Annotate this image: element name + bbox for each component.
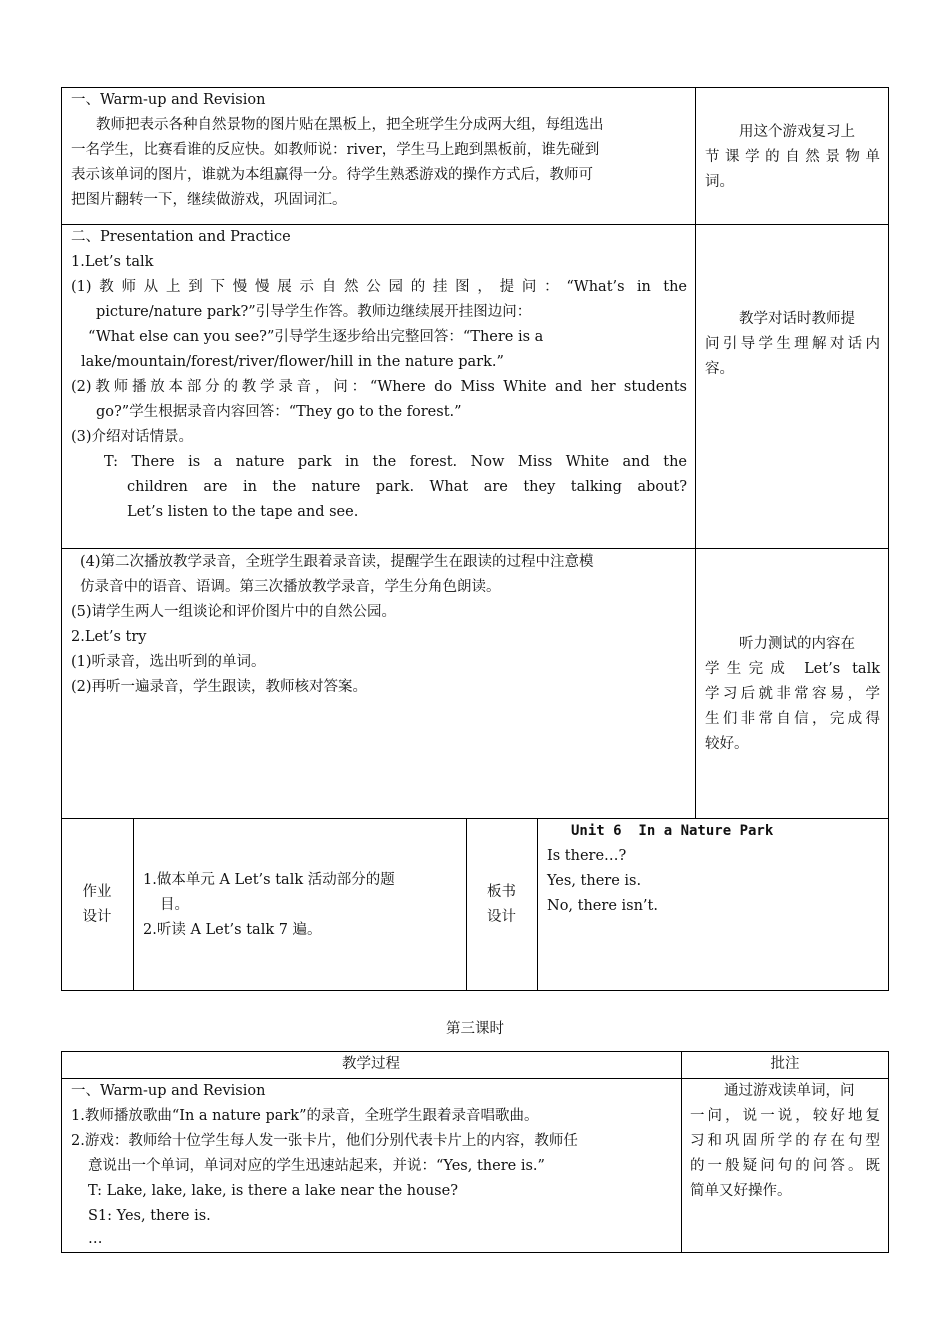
table2-line: 1.教师播放歌曲“In a nature park”的录音，全班学生跟着录音唱歌曲。 — [71, 1108, 539, 1124]
table2-note-line: 简单又好操作。 — [690, 1183, 792, 1199]
row1-line: 表示该单词的图片，谁就为本组赢得一分。待学生熟悉游戏的操作方式后，教师可 — [71, 167, 593, 183]
row2-line: go?”学生根据录音内容回答：“They go to the forest.” — [96, 404, 462, 420]
table2-line: 意说出一个单词，单词对应的学生迅速站起来，并说：“Yes, there is.” — [88, 1158, 545, 1174]
row2-note-line: 教学对话时教师提 — [739, 311, 855, 327]
board-line: No, there isn’t. — [547, 898, 658, 914]
row2-line: picture/nature park?”引导学生作答。教师边继续展开挂图边问： — [96, 304, 532, 320]
board-title: Unit 6 In a Nature Park — [571, 823, 774, 839]
table2-note-line: 的一般疑问句的问答。既 — [690, 1158, 880, 1174]
board-label: 板书 — [487, 884, 516, 900]
row2-line: “What else can you see?”引导学生逐步给出完整回答：“There is a — [88, 329, 544, 345]
row2-line: Let’s listen to the tape and see. — [127, 504, 359, 520]
row2-line: (3)介绍对话情景。 — [71, 429, 194, 445]
section-title: 第三课时 — [446, 1021, 504, 1037]
row3-line: (1)听录音，选出听到的单词。 — [71, 654, 266, 670]
table2-note-line: 习和巩固所学的存在句型 — [690, 1133, 880, 1149]
row3-line: 仿录音中的语音、语调。第三次播放教学录音，学生分角色朗读。 — [80, 579, 501, 595]
row2-line: T: There is a nature park in the forest. Now Miss White and the — [104, 454, 687, 470]
row3-line: 2.Let’s try — [71, 629, 147, 645]
table2-header-note: 批注 — [770, 1056, 800, 1072]
board-label: 设计 — [487, 909, 516, 925]
table2-heading: 一、Warm-up and Revision — [71, 1083, 266, 1099]
row2-heading: 二、Presentation and Practice — [71, 229, 291, 245]
row3-note-line: 听力测试的内容在 — [739, 636, 855, 652]
homework-item: 2.听读 A Let’s talk 7 遍。 — [143, 922, 322, 938]
row1-line: 一名学生，比赛看谁的反应快。如教师说：river，学生马上跑到黑板前，谁先碰到 — [71, 142, 600, 158]
table2-note-line: 通过游戏读单词，问 — [724, 1083, 855, 1099]
row1-note-line: 用这个游戏复习上 — [739, 124, 855, 140]
row1-line: 教师把表示各种自然景物的图片贴在黑板上，把全班学生分成两大组，每组选出 — [96, 117, 604, 133]
row1-line: 把图片翻转一下，继续做游戏，巩固词汇。 — [71, 192, 347, 208]
table2-note-line: 一问，说一说，较好地复 — [690, 1108, 880, 1124]
row2-line: children are in the nature park. What are they talking about? — [127, 479, 687, 495]
row3-note-line: 学习后就非常容易，学 — [705, 686, 880, 702]
table1-row4-div-c — [537, 818, 538, 991]
homework-label: 设计 — [82, 909, 112, 925]
row2-line: 1.Let’s talk — [71, 254, 154, 270]
row2-line: (1)教师从上到下慢慢展示自然公园的挂图，提问：“What’s in the — [71, 279, 687, 295]
row3-line: (2)再听一遍录音，学生跟读，教师核对答案。 — [71, 679, 368, 695]
row1-note-line: 节课学的自然景物单 — [705, 149, 880, 165]
table2-line: 2.游戏：教师给十位学生每人发一张卡片，他们分别代表卡片上的内容，教师任 — [71, 1133, 578, 1149]
row2-line: lake/mountain/forest/river/flower/hill in the nature park.” — [81, 354, 504, 370]
table1-outer-border — [61, 87, 889, 991]
table1-divider-v — [695, 87, 696, 818]
homework-item: 1.做本单元 A Let’s talk 活动部分的题 — [143, 872, 395, 888]
board-line: Is there…? — [547, 848, 627, 864]
table1-row4-div-a — [133, 818, 134, 991]
row3-note-line: 生们非常自信，完成得 — [705, 711, 880, 727]
row1-note-line: 词。 — [705, 174, 734, 190]
table1-divider-h2 — [61, 548, 889, 549]
row2-note-line: 问引导学生理解对话内 — [705, 336, 880, 352]
row3-line: (4)第二次播放教学录音，全班学生跟着录音读，提醒学生在跟读的过程中注意模 — [80, 554, 594, 570]
table2-line: T: Lake, lake, lake, is there a lake near the house? — [88, 1183, 458, 1199]
row3-line: (5)请学生两人一组谈论和评价图片中的自然公园。 — [71, 604, 397, 620]
table2-divider-v — [681, 1051, 682, 1253]
board-line: Yes, there is. — [547, 873, 642, 889]
table2-line: … — [88, 1231, 103, 1247]
row2-line: (2)教师播放本部分的教学录音，问：“Where do Miss White and her students — [71, 379, 687, 395]
homework-label: 作业 — [82, 884, 112, 900]
row3-note-line: 较好。 — [705, 736, 749, 752]
row3-note-line: 学生完成 Let’s talk — [705, 661, 880, 677]
table2-header-process: 教学过程 — [342, 1056, 400, 1072]
table2-line: S1: Yes, there is. — [88, 1208, 211, 1224]
row2-note-line: 容。 — [705, 361, 734, 377]
row1-heading: 一、Warm-up and Revision — [71, 92, 266, 108]
homework-item: 目。 — [160, 897, 189, 913]
